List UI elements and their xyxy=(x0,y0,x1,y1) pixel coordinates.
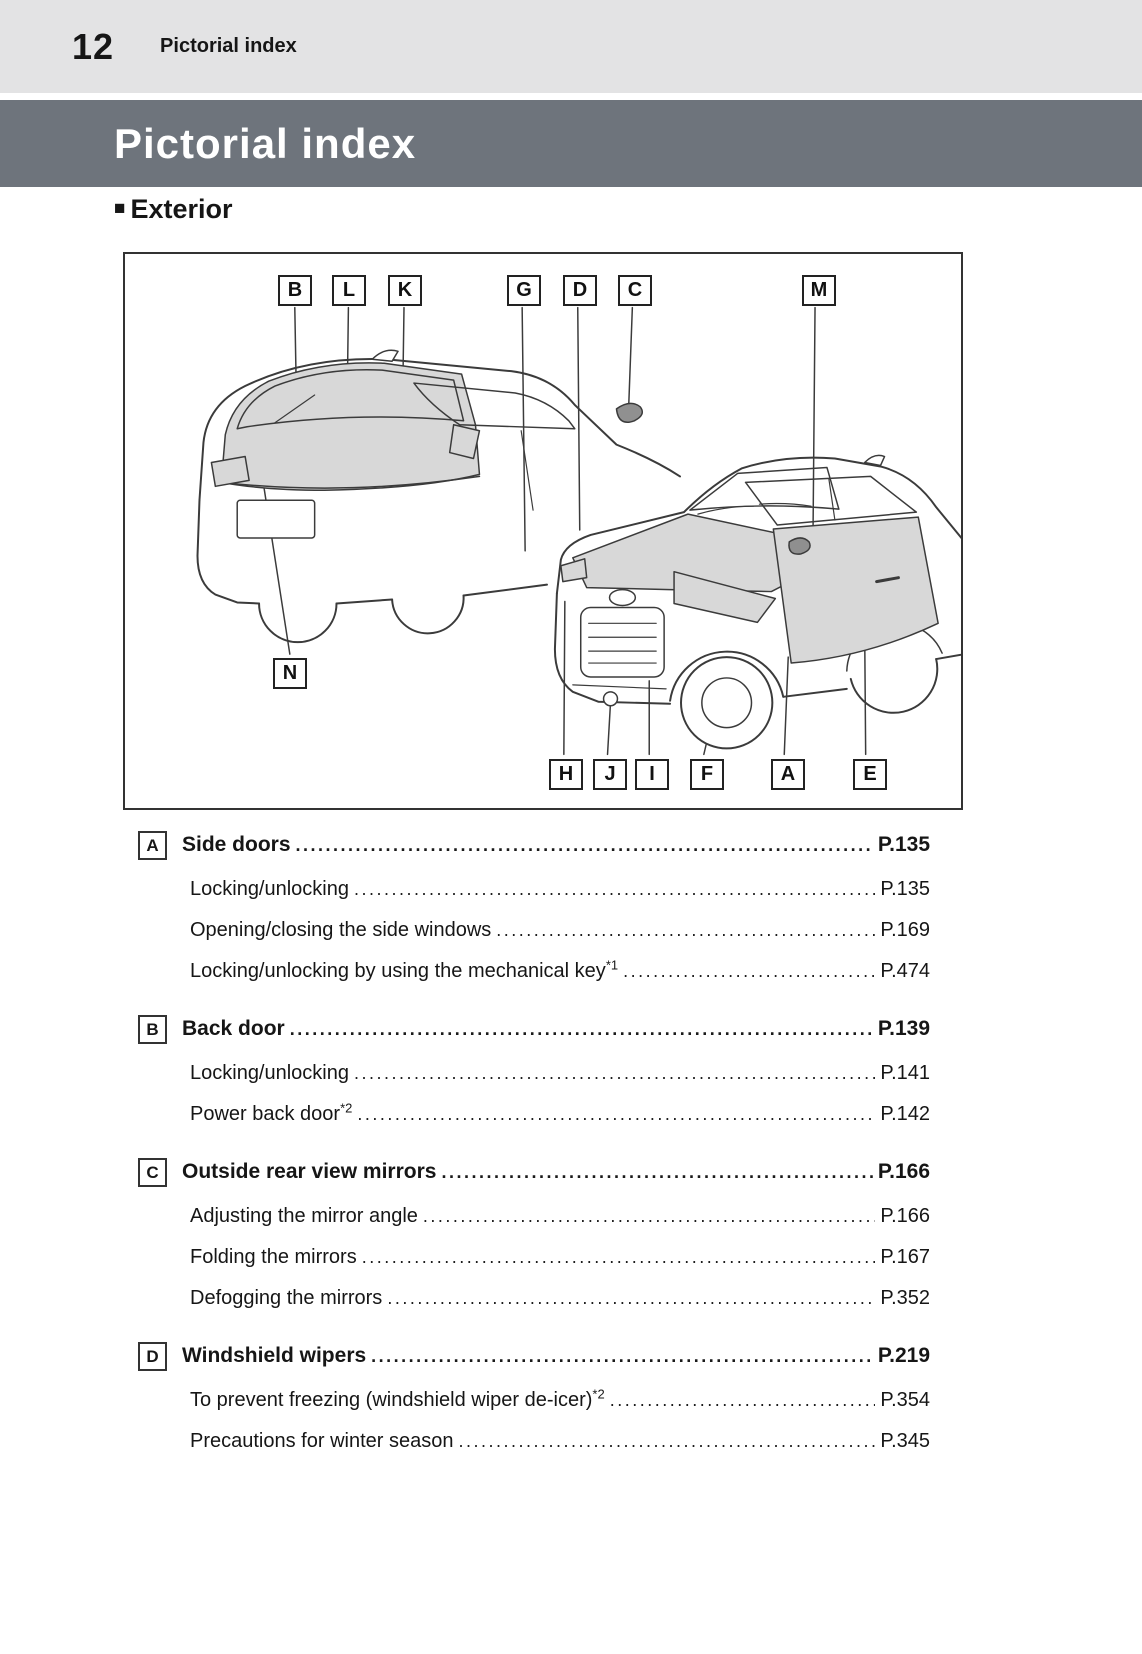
callout-label-i: I xyxy=(635,759,669,790)
section-letter-badge: A xyxy=(138,831,167,860)
page-reference: P.169 xyxy=(880,919,930,941)
exterior-heading xyxy=(114,194,233,225)
page-reference: P.139 xyxy=(877,1016,930,1040)
index-item xyxy=(138,1053,930,1094)
callout-label-a: A xyxy=(771,759,805,790)
dot-leader xyxy=(610,1389,876,1412)
page-reference: P.345 xyxy=(880,1430,930,1452)
dot-leader xyxy=(362,1246,876,1269)
index-item-label: Defogging the mirrors xyxy=(190,1287,383,1309)
index-item-label: Power back door$^{*2}$ xyxy=(190,1100,353,1125)
footnote-marker: *2 xyxy=(592,1386,605,1402)
index-item-label: Locking/unlocking xyxy=(190,1062,349,1084)
page-reference: P.474 xyxy=(880,960,930,982)
index-item-label: Locking/unlocking xyxy=(190,878,349,900)
dot-leader xyxy=(354,878,875,901)
page-reference: P.135 xyxy=(880,878,930,900)
index-section-side-doors xyxy=(138,822,930,869)
callout-label-k: K xyxy=(388,275,422,306)
callout-label-j: J xyxy=(593,759,627,790)
callout-label-h: H xyxy=(549,759,583,790)
dot-leader xyxy=(458,1430,875,1453)
section-letter-badge: D xyxy=(138,1342,167,1371)
pictorial-index-list xyxy=(138,822,930,1462)
dot-leader xyxy=(290,1017,873,1041)
dot-leader xyxy=(387,1287,875,1310)
dot-leader xyxy=(441,1160,872,1184)
page-header xyxy=(0,0,1142,93)
page-number: 12 xyxy=(72,25,115,67)
square-bullet-icon: ■ xyxy=(114,197,126,219)
dot-leader xyxy=(423,1205,875,1228)
index-item-label: To prevent freezing (windshield wiper de-icer)$^{*2}$ xyxy=(190,1386,605,1411)
dot-leader xyxy=(371,1344,873,1368)
section-letter-badge: B xyxy=(138,1015,167,1044)
dot-leader xyxy=(357,1103,875,1126)
index-item xyxy=(138,1237,930,1278)
callout-label-n: N xyxy=(273,658,307,689)
page-reference: P.167 xyxy=(880,1246,930,1268)
page-reference: P.141 xyxy=(880,1062,930,1084)
callout-label-d: D xyxy=(563,275,597,306)
index-item-label: Opening/closing the side windows xyxy=(190,919,492,941)
index-section-title: Windshield wipers xyxy=(182,1343,367,1367)
page-reference: P.352 xyxy=(880,1287,930,1309)
car-illustration xyxy=(125,254,961,808)
index-item xyxy=(138,910,930,951)
header-section-label: Pictorial index xyxy=(160,35,297,57)
index-item-label: Locking/unlocking by using the mechanical key$^{*1}$ xyxy=(190,957,619,982)
index-section-title: Back door xyxy=(182,1016,285,1040)
index-item xyxy=(138,869,930,910)
index-item xyxy=(138,951,930,992)
index-section-title: Side doors xyxy=(182,832,291,856)
callout-label-l: L xyxy=(332,275,366,306)
chapter-banner xyxy=(0,100,1142,187)
exterior-heading-text: Exterior xyxy=(130,194,233,224)
index-item xyxy=(138,1278,930,1319)
index-item-label: Folding the mirrors xyxy=(190,1246,357,1268)
exterior-diagram xyxy=(123,252,963,810)
dot-leader xyxy=(496,919,875,942)
footnote-marker: *2 xyxy=(340,1100,353,1116)
callout-label-f: F xyxy=(690,759,724,790)
index-section-wipers xyxy=(138,1333,930,1380)
dot-leader xyxy=(623,960,875,983)
index-item xyxy=(138,1196,930,1237)
index-item xyxy=(138,1421,930,1462)
page-reference: P.142 xyxy=(880,1103,930,1125)
page-reference: P.219 xyxy=(877,1343,930,1367)
section-letter-badge: C xyxy=(138,1158,167,1187)
footnote-marker: *1 xyxy=(605,957,619,973)
page-reference: P.166 xyxy=(877,1159,930,1183)
callout-label-c: C xyxy=(618,275,652,306)
index-item-label: Precautions for winter season xyxy=(190,1430,454,1452)
index-item xyxy=(138,1380,930,1421)
callout-label-m: M xyxy=(802,275,836,306)
dot-leader xyxy=(296,833,873,857)
callout-label-g: G xyxy=(507,275,541,306)
page-reference: P.135 xyxy=(877,832,930,856)
callout-label-e: E xyxy=(853,759,887,790)
callout-label-b: B xyxy=(278,275,312,306)
page-reference: P.354 xyxy=(880,1389,930,1411)
dot-leader xyxy=(354,1062,875,1085)
index-item xyxy=(138,1094,930,1135)
index-section-mirrors xyxy=(138,1149,930,1196)
index-item-label: Adjusting the mirror angle xyxy=(190,1205,418,1227)
chapter-title: Pictorial index xyxy=(114,119,417,167)
index-section-back-door xyxy=(138,1006,930,1053)
index-section-title: Outside rear view mirrors xyxy=(182,1159,437,1183)
page-reference: P.166 xyxy=(880,1205,930,1227)
